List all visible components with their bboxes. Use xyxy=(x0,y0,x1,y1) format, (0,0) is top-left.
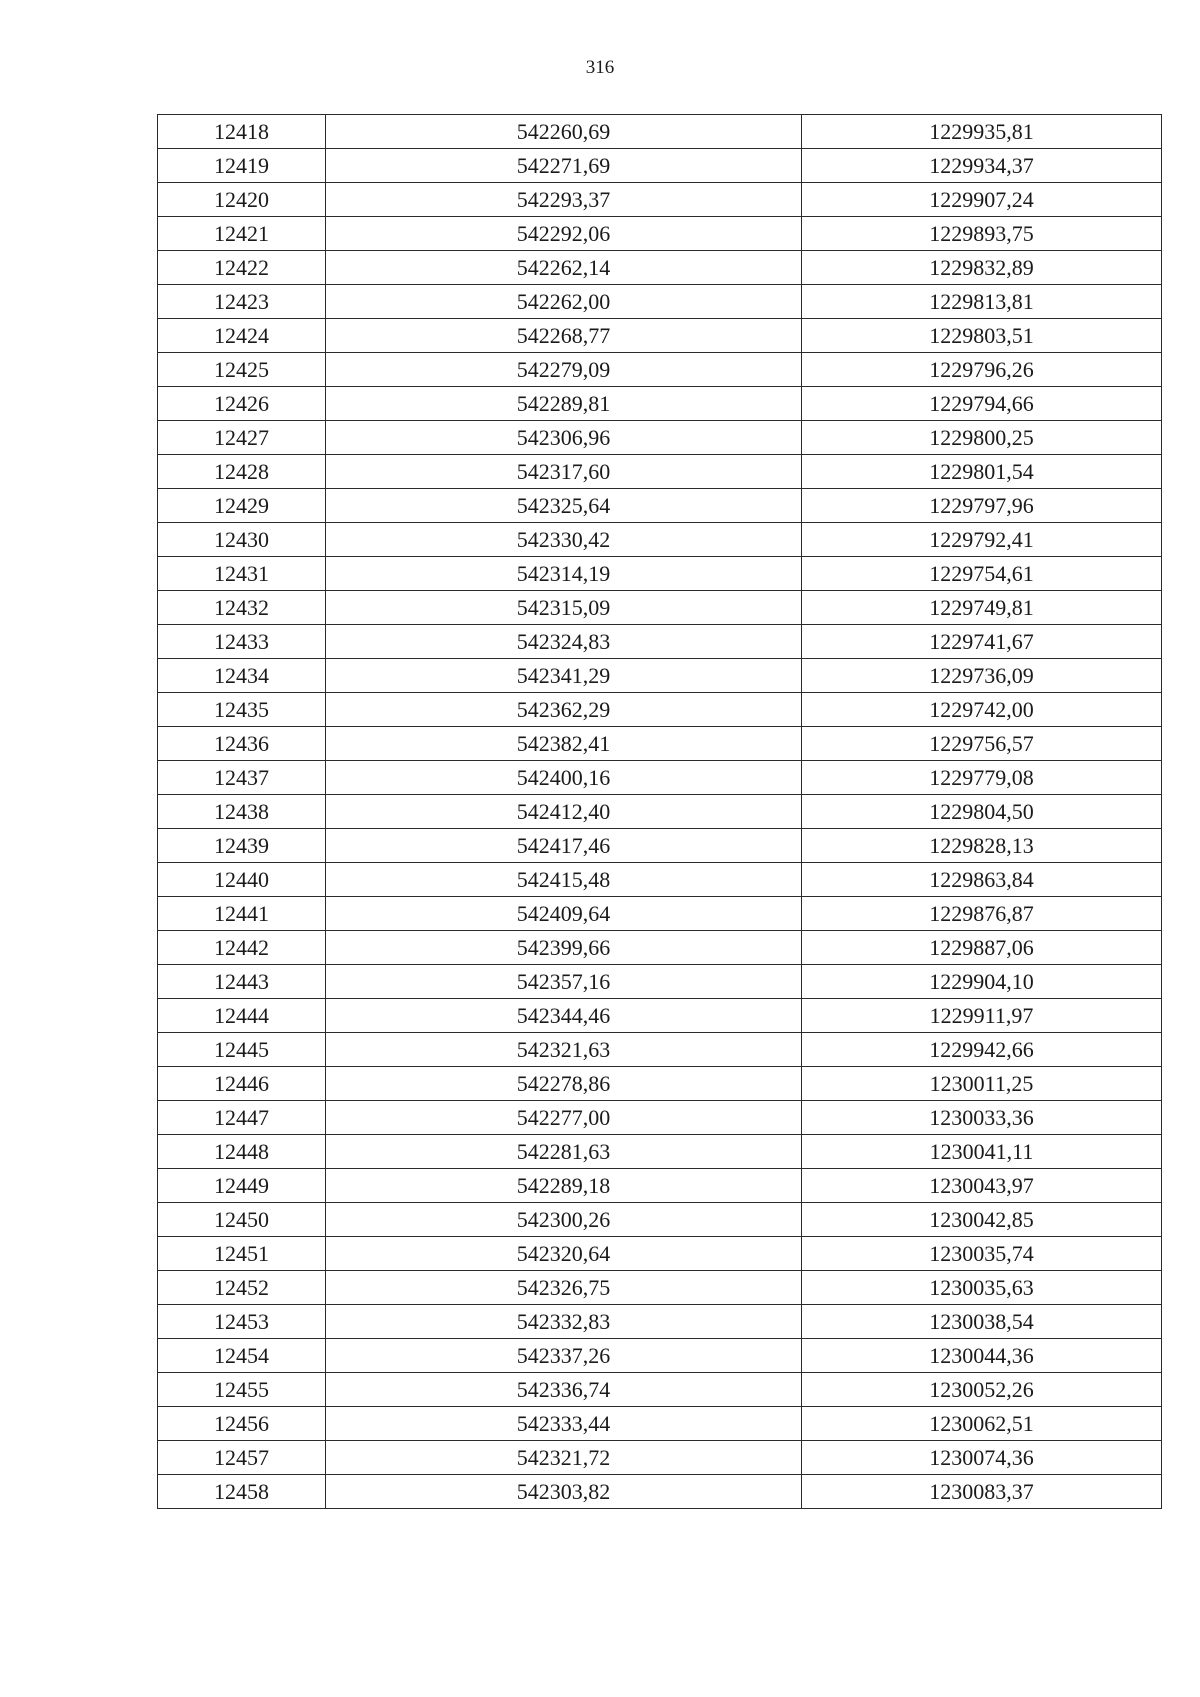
table-row xyxy=(158,1305,1162,1339)
point-number-cell: 12440 xyxy=(158,863,326,897)
point-number-cell: 12455 xyxy=(158,1373,326,1407)
x-coordinate-cell: 542289,81 xyxy=(326,387,802,421)
y-coordinate-cell: 1230035,63 xyxy=(802,1271,1162,1305)
table-row xyxy=(158,829,1162,863)
coordinates-table-body xyxy=(158,115,1162,1509)
y-coordinate-cell: 1230052,26 xyxy=(802,1373,1162,1407)
table-row xyxy=(158,1475,1162,1509)
y-coordinate-cell: 1230033,36 xyxy=(802,1101,1162,1135)
table-row xyxy=(158,183,1162,217)
table-row xyxy=(158,319,1162,353)
y-coordinate-cell: 1229887,06 xyxy=(802,931,1162,965)
x-coordinate-cell: 542382,41 xyxy=(326,727,802,761)
table-row xyxy=(158,1441,1162,1475)
table-row xyxy=(158,625,1162,659)
table-row xyxy=(158,557,1162,591)
x-coordinate-cell: 542337,26 xyxy=(326,1339,802,1373)
y-coordinate-cell: 1229736,09 xyxy=(802,659,1162,693)
point-number-cell: 12430 xyxy=(158,523,326,557)
x-coordinate-cell: 542321,72 xyxy=(326,1441,802,1475)
y-coordinate-cell: 1229934,37 xyxy=(802,149,1162,183)
table-row xyxy=(158,591,1162,625)
point-number-cell: 12438 xyxy=(158,795,326,829)
y-coordinate-cell: 1229863,84 xyxy=(802,863,1162,897)
table-row xyxy=(158,999,1162,1033)
y-coordinate-cell: 1229754,61 xyxy=(802,557,1162,591)
x-coordinate-cell: 542357,16 xyxy=(326,965,802,999)
y-coordinate-cell: 1229749,81 xyxy=(802,591,1162,625)
point-number-cell: 12449 xyxy=(158,1169,326,1203)
y-coordinate-cell: 1229804,50 xyxy=(802,795,1162,829)
point-number-cell: 12420 xyxy=(158,183,326,217)
x-coordinate-cell: 542279,09 xyxy=(326,353,802,387)
x-coordinate-cell: 542325,64 xyxy=(326,489,802,523)
point-number-cell: 12429 xyxy=(158,489,326,523)
table-row xyxy=(158,1135,1162,1169)
table-row xyxy=(158,1203,1162,1237)
table-row xyxy=(158,1169,1162,1203)
y-coordinate-cell: 1229832,89 xyxy=(802,251,1162,285)
table-row xyxy=(158,1101,1162,1135)
table-row xyxy=(158,693,1162,727)
x-coordinate-cell: 542293,37 xyxy=(326,183,802,217)
y-coordinate-cell: 1230038,54 xyxy=(802,1305,1162,1339)
point-number-cell: 12418 xyxy=(158,115,326,149)
x-coordinate-cell: 542409,64 xyxy=(326,897,802,931)
point-number-cell: 12424 xyxy=(158,319,326,353)
x-coordinate-cell: 542292,06 xyxy=(326,217,802,251)
point-number-cell: 12458 xyxy=(158,1475,326,1509)
y-coordinate-cell: 1230074,36 xyxy=(802,1441,1162,1475)
point-number-cell: 12456 xyxy=(158,1407,326,1441)
y-coordinate-cell: 1229907,24 xyxy=(802,183,1162,217)
table-row xyxy=(158,931,1162,965)
point-number-cell: 12441 xyxy=(158,897,326,931)
y-coordinate-cell: 1229801,54 xyxy=(802,455,1162,489)
point-number-cell: 12448 xyxy=(158,1135,326,1169)
table-row xyxy=(158,863,1162,897)
point-number-cell: 12432 xyxy=(158,591,326,625)
point-number-cell: 12445 xyxy=(158,1033,326,1067)
x-coordinate-cell: 542400,16 xyxy=(326,761,802,795)
x-coordinate-cell: 542314,19 xyxy=(326,557,802,591)
y-coordinate-cell: 1229876,87 xyxy=(802,897,1162,931)
table-row xyxy=(158,795,1162,829)
x-coordinate-cell: 542417,46 xyxy=(326,829,802,863)
x-coordinate-cell: 542317,60 xyxy=(326,455,802,489)
y-coordinate-cell: 1230062,51 xyxy=(802,1407,1162,1441)
point-number-cell: 12450 xyxy=(158,1203,326,1237)
point-number-cell: 12425 xyxy=(158,353,326,387)
point-number-cell: 12421 xyxy=(158,217,326,251)
point-number-cell: 12437 xyxy=(158,761,326,795)
table-row xyxy=(158,1407,1162,1441)
x-coordinate-cell: 542341,29 xyxy=(326,659,802,693)
table-row xyxy=(158,1271,1162,1305)
point-number-cell: 12443 xyxy=(158,965,326,999)
x-coordinate-cell: 542344,46 xyxy=(326,999,802,1033)
y-coordinate-cell: 1229796,26 xyxy=(802,353,1162,387)
y-coordinate-cell: 1230083,37 xyxy=(802,1475,1162,1509)
x-coordinate-cell: 542300,26 xyxy=(326,1203,802,1237)
y-coordinate-cell: 1229813,81 xyxy=(802,285,1162,319)
x-coordinate-cell: 542326,75 xyxy=(326,1271,802,1305)
y-coordinate-cell: 1229756,57 xyxy=(802,727,1162,761)
x-coordinate-cell: 542320,64 xyxy=(326,1237,802,1271)
x-coordinate-cell: 542262,00 xyxy=(326,285,802,319)
x-coordinate-cell: 542415,48 xyxy=(326,863,802,897)
table-row xyxy=(158,149,1162,183)
y-coordinate-cell: 1229742,00 xyxy=(802,693,1162,727)
y-coordinate-cell: 1230035,74 xyxy=(802,1237,1162,1271)
point-number-cell: 12447 xyxy=(158,1101,326,1135)
table-row xyxy=(158,251,1162,285)
y-coordinate-cell: 1229797,96 xyxy=(802,489,1162,523)
table-row xyxy=(158,727,1162,761)
point-number-cell: 12446 xyxy=(158,1067,326,1101)
table-row xyxy=(158,115,1162,149)
x-coordinate-cell: 542303,82 xyxy=(326,1475,802,1509)
y-coordinate-cell: 1229828,13 xyxy=(802,829,1162,863)
x-coordinate-cell: 542271,69 xyxy=(326,149,802,183)
table-row xyxy=(158,1373,1162,1407)
point-number-cell: 12451 xyxy=(158,1237,326,1271)
table-row xyxy=(158,1067,1162,1101)
point-number-cell: 12457 xyxy=(158,1441,326,1475)
table-row xyxy=(158,285,1162,319)
y-coordinate-cell: 1230041,11 xyxy=(802,1135,1162,1169)
y-coordinate-cell: 1229942,66 xyxy=(802,1033,1162,1067)
point-number-cell: 12454 xyxy=(158,1339,326,1373)
y-coordinate-cell: 1230044,36 xyxy=(802,1339,1162,1373)
table-row xyxy=(158,1033,1162,1067)
y-coordinate-cell: 1230043,97 xyxy=(802,1169,1162,1203)
x-coordinate-cell: 542306,96 xyxy=(326,421,802,455)
table-row xyxy=(158,421,1162,455)
x-coordinate-cell: 542289,18 xyxy=(326,1169,802,1203)
x-coordinate-cell: 542362,29 xyxy=(326,693,802,727)
x-coordinate-cell: 542336,74 xyxy=(326,1373,802,1407)
x-coordinate-cell: 542262,14 xyxy=(326,251,802,285)
point-number-cell: 12419 xyxy=(158,149,326,183)
point-number-cell: 12435 xyxy=(158,693,326,727)
table-row xyxy=(158,1339,1162,1373)
table-row xyxy=(158,353,1162,387)
page-number: 316 xyxy=(585,57,615,78)
point-number-cell: 12431 xyxy=(158,557,326,591)
y-coordinate-cell: 1229794,66 xyxy=(802,387,1162,421)
table-row xyxy=(158,387,1162,421)
x-coordinate-cell: 542281,63 xyxy=(326,1135,802,1169)
table-row xyxy=(158,217,1162,251)
point-number-cell: 12427 xyxy=(158,421,326,455)
coordinates-table xyxy=(157,114,1162,1509)
point-number-cell: 12433 xyxy=(158,625,326,659)
point-number-cell: 12428 xyxy=(158,455,326,489)
y-coordinate-cell: 1229779,08 xyxy=(802,761,1162,795)
x-coordinate-cell: 542268,77 xyxy=(326,319,802,353)
x-coordinate-cell: 542399,66 xyxy=(326,931,802,965)
x-coordinate-cell: 542333,44 xyxy=(326,1407,802,1441)
table-row xyxy=(158,489,1162,523)
point-number-cell: 12426 xyxy=(158,387,326,421)
table-row xyxy=(158,1237,1162,1271)
y-coordinate-cell: 1230011,25 xyxy=(802,1067,1162,1101)
table-row xyxy=(158,455,1162,489)
x-coordinate-cell: 542315,09 xyxy=(326,591,802,625)
table-row xyxy=(158,761,1162,795)
y-coordinate-cell: 1229893,75 xyxy=(802,217,1162,251)
y-coordinate-cell: 1229803,51 xyxy=(802,319,1162,353)
y-coordinate-cell: 1229911,97 xyxy=(802,999,1162,1033)
table-row xyxy=(158,965,1162,999)
table-row xyxy=(158,897,1162,931)
y-coordinate-cell: 1229800,25 xyxy=(802,421,1162,455)
point-number-cell: 12452 xyxy=(158,1271,326,1305)
y-coordinate-cell: 1229741,67 xyxy=(802,625,1162,659)
point-number-cell: 12453 xyxy=(158,1305,326,1339)
y-coordinate-cell: 1229935,81 xyxy=(802,115,1162,149)
point-number-cell: 12434 xyxy=(158,659,326,693)
x-coordinate-cell: 542260,69 xyxy=(326,115,802,149)
point-number-cell: 12436 xyxy=(158,727,326,761)
point-number-cell: 12439 xyxy=(158,829,326,863)
y-coordinate-cell: 1229792,41 xyxy=(802,523,1162,557)
x-coordinate-cell: 542330,42 xyxy=(326,523,802,557)
point-number-cell: 12442 xyxy=(158,931,326,965)
x-coordinate-cell: 542278,86 xyxy=(326,1067,802,1101)
y-coordinate-cell: 1229904,10 xyxy=(802,965,1162,999)
point-number-cell: 12422 xyxy=(158,251,326,285)
point-number-cell: 12423 xyxy=(158,285,326,319)
point-number-cell: 12444 xyxy=(158,999,326,1033)
table-row xyxy=(158,659,1162,693)
y-coordinate-cell: 1230042,85 xyxy=(802,1203,1162,1237)
x-coordinate-cell: 542321,63 xyxy=(326,1033,802,1067)
table-row xyxy=(158,523,1162,557)
x-coordinate-cell: 542277,00 xyxy=(326,1101,802,1135)
x-coordinate-cell: 542332,83 xyxy=(326,1305,802,1339)
x-coordinate-cell: 542412,40 xyxy=(326,795,802,829)
x-coordinate-cell: 542324,83 xyxy=(326,625,802,659)
